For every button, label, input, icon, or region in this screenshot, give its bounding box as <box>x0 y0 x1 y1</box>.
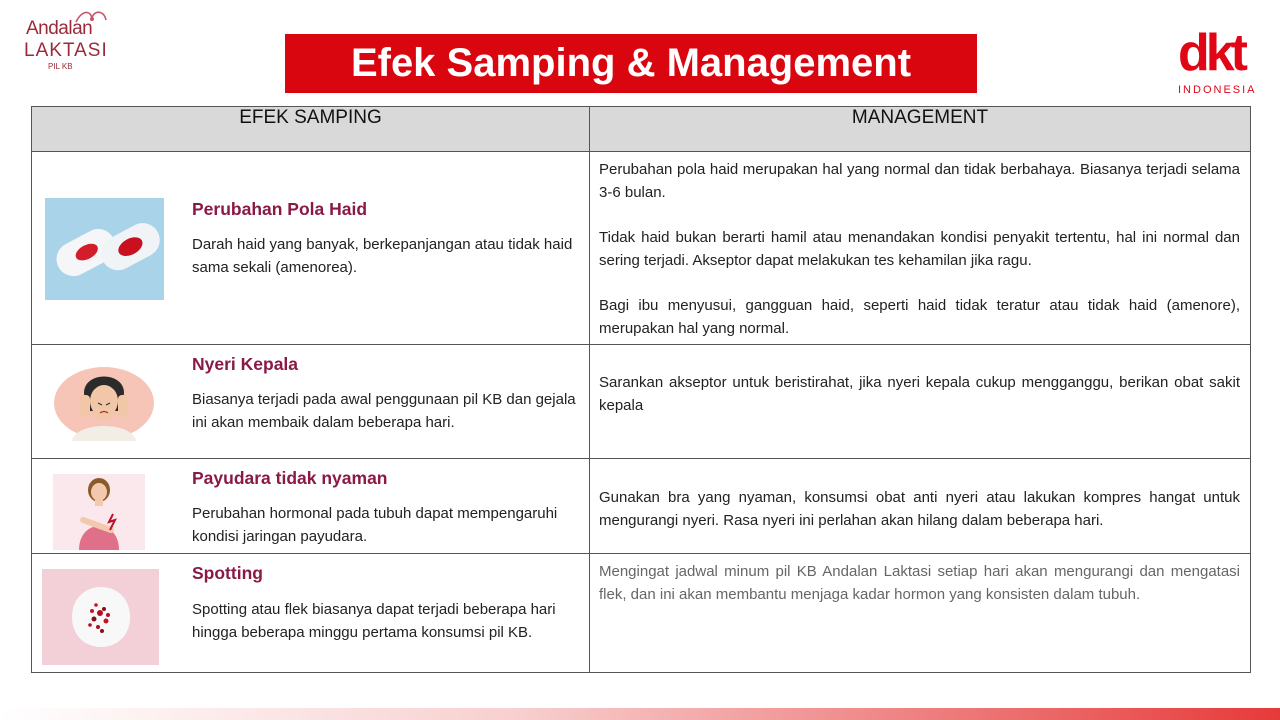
effect-description: Perubahan hormonal pada tubuh dapat mempengaruhi kondisi jaringan payudara. <box>192 505 558 545</box>
effect-description: Darah haid yang banyak, berkepanjangan atau tidak haid sama sekali (amenorea). <box>192 236 573 276</box>
logo-left-line1: Andalan <box>26 18 93 39</box>
table-row <box>32 459 1251 554</box>
logo-right-main: dkt <box>1178 24 1244 82</box>
breast-pain-woman-icon <box>53 474 145 550</box>
effect-cell <box>32 554 590 673</box>
logo-right-sub: INDONESIA <box>1178 84 1257 96</box>
effect-cell <box>32 345 590 459</box>
management-cell <box>590 554 1251 673</box>
spotting-pad-icon <box>42 569 159 665</box>
table-row <box>32 152 1251 345</box>
side-effects-table <box>31 106 1251 673</box>
sanitary-pad-icon <box>45 198 164 300</box>
effect-cell <box>32 152 590 345</box>
management-text: Gunakan bra yang nyaman, konsumsi obat anti nyeri atau lakukan kompres hangat untuk mengurangi nyeri. Rasa nyeri ini perlahan akan hilang dalam beberapa hari. <box>599 489 1240 529</box>
headache-woman-icon <box>52 363 156 441</box>
management-cell <box>590 459 1251 554</box>
effect-title: Spotting <box>192 563 263 583</box>
effect-title: Perubahan Pola Haid <box>192 199 368 219</box>
effect-cell <box>32 459 590 554</box>
logo-left-line2: LAKTASI <box>24 40 108 61</box>
logo-left-line3: PIL KB <box>48 62 73 71</box>
table-header-row <box>32 107 1251 152</box>
management-text: Mengingat jadwal minum pil KB Andalan Laktasi setiap hari akan mengurangi dan mengatasi flek, dan ini akan membantu menjaga kadar hormon yang konsisten dalam tubuh. <box>599 563 1240 603</box>
management-cell <box>590 345 1251 459</box>
effect-title: Payudara tidak nyaman <box>192 468 388 488</box>
management-text: Perubahan pola haid merupakan hal yang normal dan tidak berbahaya. Biasanya terjadi selama 3-6 bulan. <box>599 161 1240 201</box>
table-row <box>32 554 1251 673</box>
management-text: Sarankan akseptor untuk beristirahat, jika nyeri kepala cukup mengganggu, berikan obat sakit kepala <box>599 374 1240 414</box>
effect-title: Nyeri Kepala <box>192 354 299 374</box>
effect-description: Biasanya terjadi pada awal penggunaan pil KB dan gejala ini akan membaik dalam beberapa hari. <box>192 391 576 431</box>
header-efek-samping: EFEK SAMPING <box>32 107 590 152</box>
management-cell <box>590 152 1251 345</box>
management-text: Tidak haid bukan berarti hamil atau menandakan kondisi penyakit tertentu, hal ini normal dan sering terjadi. Akseptor dapat melakukan tes kehamilan jika ragu. <box>599 229 1240 269</box>
footer-gradient-bar <box>0 708 1280 720</box>
management-text: Bagi ibu menyusui, gangguan haid, seperti haid tidak teratur atau tidak haid (amenore), merupakan hal yang normal. <box>599 297 1240 337</box>
slide-title: Efek Samping & Management <box>285 34 977 93</box>
andalan-laktasi-logo <box>22 8 112 70</box>
header-management: MANAGEMENT <box>590 107 1251 152</box>
effect-description: Spotting atau flek biasanya dapat terjadi beberapa hari hingga beberapa minggu pertama konsumsi pil KB. <box>192 601 556 641</box>
table-row <box>32 345 1251 459</box>
dkt-indonesia-logo <box>1178 24 1264 98</box>
